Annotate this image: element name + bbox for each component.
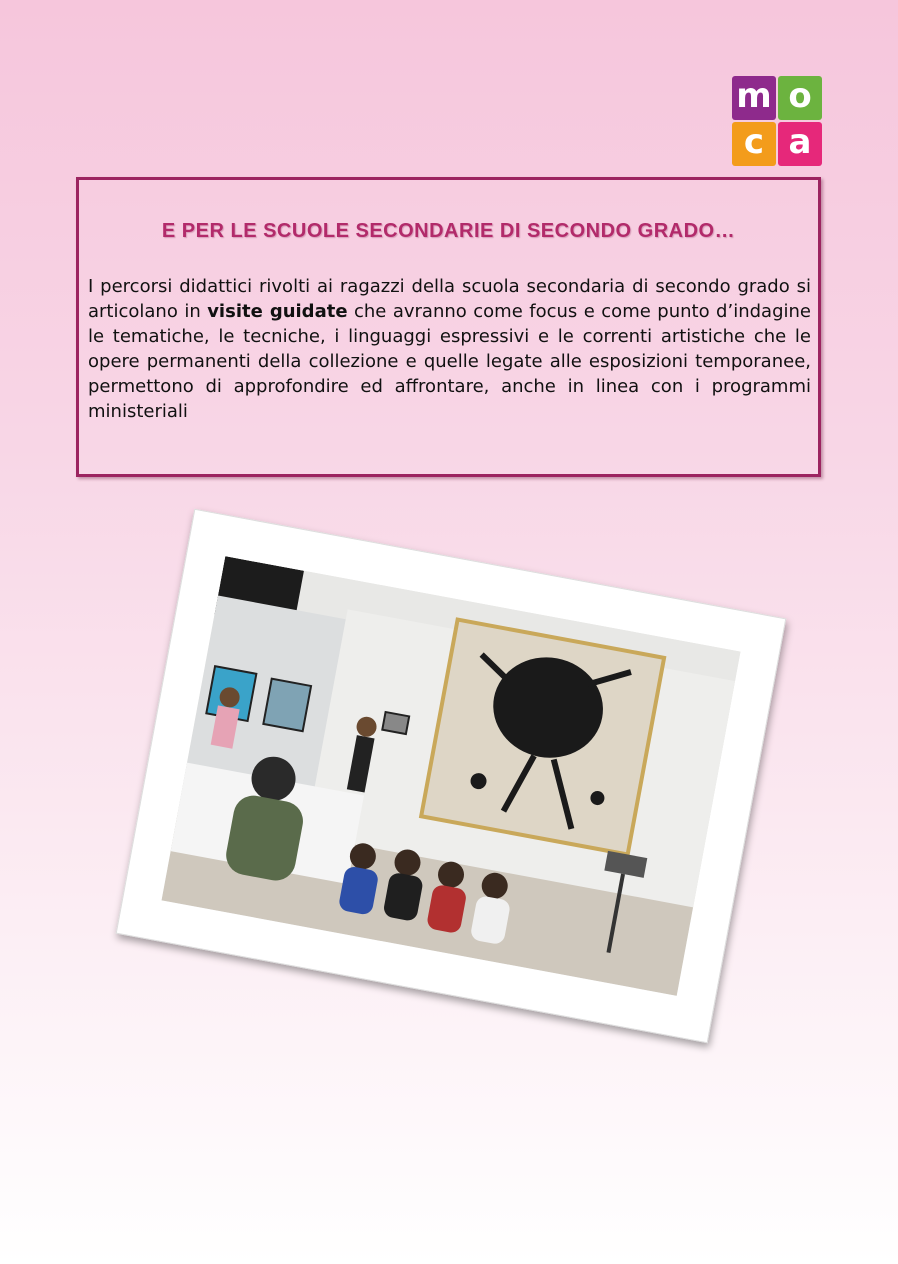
paragraph-text-end: che avranno come focus e come punto d’indagine le tematiche, le tecniche, i linguaggi espressivi e le correnti artistiche che le opere permanenti della collezione e quelle legate alle esposizioni temporanee, permettono di approfondire ed affrontare, anche in linea con i programmi ministeriali (88, 301, 811, 422)
info-box (76, 177, 821, 477)
moca-logo (732, 76, 822, 166)
paragraph-bold-text: visite guidate (207, 301, 348, 322)
museum-visit-photo (161, 556, 740, 996)
logo-tile-m: m (732, 76, 776, 120)
photo-frame (116, 509, 787, 1043)
logo-tile-a: a (778, 122, 822, 166)
section-paragraph (88, 274, 811, 424)
logo-tile-o: o (778, 76, 822, 120)
logo-tile-c: c (732, 122, 776, 166)
section-title: E PER LE SCUOLE SECONDARIE DI SECONDO GRADO… (161, 220, 736, 242)
paragraph-text-start: I percorsi didattici rivolti ai ragazzi della scuola secondaria di secondo grado si articolano in (88, 276, 811, 322)
museum-visit-illustration (161, 556, 740, 996)
